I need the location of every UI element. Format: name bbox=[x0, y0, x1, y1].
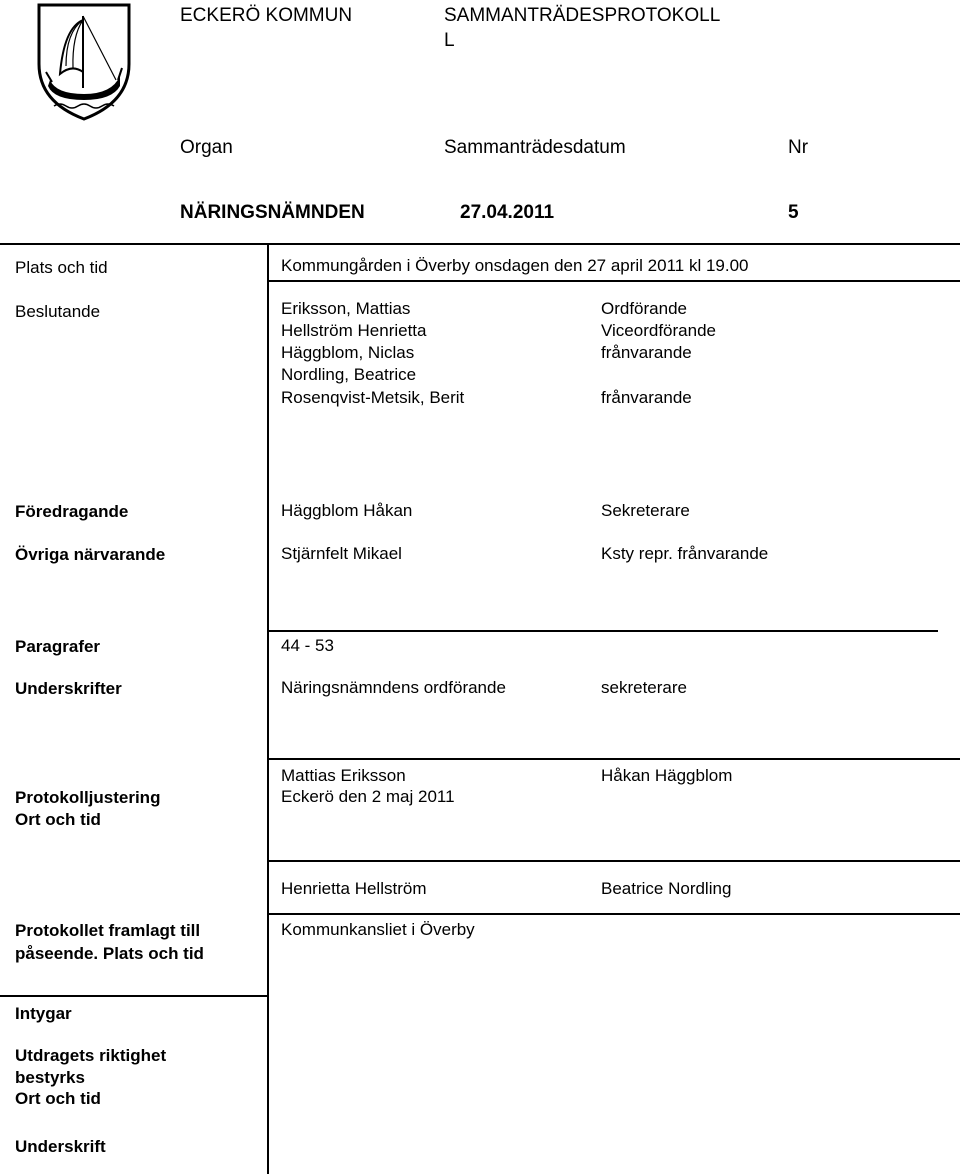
municipality-name: ECKERÖ KOMMUN bbox=[180, 5, 353, 26]
foredragande-label: Föredragande bbox=[15, 502, 129, 521]
member-name: Häggblom, Niclas bbox=[281, 343, 415, 362]
foredragande-name: Häggblom Håkan bbox=[281, 501, 413, 520]
paragrafer-value: 44 - 53 bbox=[281, 636, 334, 655]
justerare-2-name: Beatrice Nordling bbox=[601, 879, 732, 898]
justerare-1-name: Henrietta Hellström bbox=[281, 879, 427, 898]
divider-underskrifter bbox=[268, 758, 960, 760]
underskrift-label: Underskrift bbox=[15, 1137, 106, 1156]
plats-value: Kommungården i Överby onsdagen den 27 april 2011 kl 19.00 bbox=[281, 256, 749, 275]
framlagt-place-label: påseende. Plats och tid bbox=[15, 944, 204, 963]
paragrafer-label: Paragrafer bbox=[15, 637, 101, 656]
ovriga-label: Övriga närvarande bbox=[15, 545, 166, 564]
coat-of-arms-logo bbox=[36, 2, 132, 122]
framlagt-label: Protokollet framlagt till bbox=[15, 921, 201, 940]
number-value: 5 bbox=[788, 202, 799, 223]
member-name: Nordling, Beatrice bbox=[281, 365, 417, 384]
intygar-label: Intygar bbox=[15, 1004, 72, 1023]
member-name: Rosenqvist-Metsik, Berit bbox=[281, 388, 465, 407]
bestyrks-label: bestyrks bbox=[15, 1068, 85, 1087]
plats-label: Plats och tid bbox=[15, 258, 108, 277]
member-role: frånvarande bbox=[601, 343, 692, 362]
divider-paragrafer bbox=[268, 630, 938, 632]
chair-signature-label: Näringsnämndens ordförande bbox=[281, 678, 506, 697]
divider-plats bbox=[268, 280, 960, 282]
document-type: SAMMANTRÄDESPROTOKOLL bbox=[444, 5, 721, 26]
ship-emblem-icon bbox=[36, 2, 132, 122]
justering-place-date: Eckerö den 2 maj 2011 bbox=[281, 787, 455, 806]
divider-top bbox=[0, 243, 960, 245]
ovriga-name: Stjärnfelt Mikael bbox=[281, 544, 402, 563]
organ-value: NÄRINGSNÄMNDEN bbox=[180, 202, 365, 223]
member-name: Eriksson, Mattias bbox=[281, 299, 411, 318]
chair-name: Mattias Eriksson bbox=[281, 766, 406, 785]
utdrag-label: Utdragets riktighet bbox=[15, 1046, 167, 1065]
number-label: Nr bbox=[788, 137, 809, 158]
justering-place-time-label: Ort och tid bbox=[15, 810, 101, 829]
meeting-date-value: 27.04.2011 bbox=[460, 202, 555, 223]
beslutande-label: Beslutande bbox=[15, 302, 101, 321]
meeting-date-label: Sammanträdesdatum bbox=[444, 137, 626, 158]
member-role: frånvarande bbox=[601, 388, 692, 407]
divider-framlagt bbox=[268, 913, 960, 915]
member-role: Viceordförande bbox=[601, 321, 716, 340]
document-type-continuation: L bbox=[444, 30, 455, 51]
secretary-name: Håkan Häggblom bbox=[601, 766, 733, 785]
column-divider bbox=[267, 243, 269, 1174]
underskrifter-label: Underskrifter bbox=[15, 679, 122, 698]
member-name: Hellström Henrietta bbox=[281, 321, 427, 340]
framlagt-value: Kommunkansliet i Överby bbox=[281, 920, 475, 939]
intygar-place-time-label: Ort och tid bbox=[15, 1089, 101, 1108]
divider-intygar bbox=[0, 995, 268, 997]
divider-justerare bbox=[268, 860, 960, 862]
justering-label: Protokolljustering bbox=[15, 788, 161, 807]
secretary-signature-label: sekreterare bbox=[601, 678, 687, 697]
organ-label: Organ bbox=[180, 137, 233, 158]
ovriga-role: Ksty repr. frånvarande bbox=[601, 544, 769, 563]
foredragande-role: Sekreterare bbox=[601, 501, 690, 520]
member-role: Ordförande bbox=[601, 299, 687, 318]
